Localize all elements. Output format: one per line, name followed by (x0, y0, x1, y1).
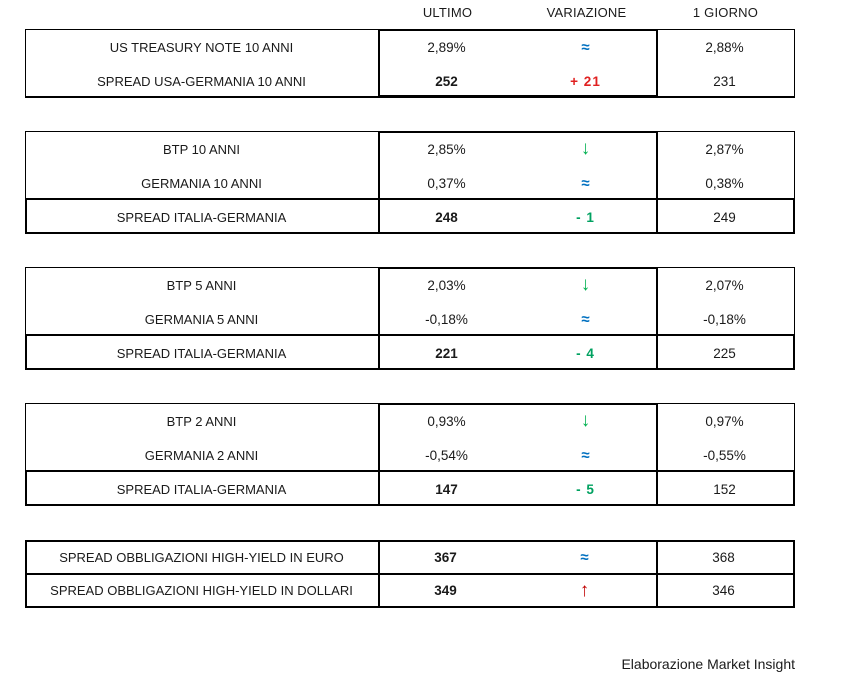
table-row (26, 438, 794, 472)
row-label: GERMANIA 5 ANNI (144, 311, 259, 327)
row-label: SPREAD USA-GERMANIA 10 ANNI (97, 73, 306, 89)
giorno-value: 368 (712, 550, 735, 565)
row-label: GERMANIA 2 ANNI (144, 447, 259, 463)
table-row (27, 573, 793, 606)
table-row-spread (26, 336, 794, 370)
giorno-value: -0,55% (703, 447, 746, 463)
variazione-indicator: ↓ (580, 138, 591, 159)
ultimo-value: -0,18% (425, 311, 468, 327)
table-row (26, 30, 794, 64)
giorno-value: 152 (713, 481, 736, 497)
giorno-value: 2,07% (705, 277, 744, 293)
ultimo-value: 221 (435, 345, 458, 361)
row-label: SPREAD ITALIA-GERMANIA (116, 345, 287, 361)
column-header-variazione: VARIAZIONE (546, 5, 627, 20)
table-row (26, 302, 794, 336)
row-label: SPREAD ITALIA-GERMANIA (116, 209, 287, 225)
ultimo-value: 349 (434, 583, 457, 598)
table-block-5-anni (25, 267, 795, 370)
table-row (26, 132, 794, 166)
variazione-indicator: ↑ (579, 579, 590, 601)
ultimo-value: 2,85% (427, 141, 466, 157)
giorno-value: 231 (713, 73, 736, 89)
ultimo-value: 0,93% (427, 413, 466, 429)
variazione-indicator: ↓ (580, 410, 591, 431)
row-label: BTP 10 ANNI (162, 141, 241, 157)
row-label: SPREAD OBBLIGAZIONI HIGH-YIELD IN DOLLARI (50, 583, 353, 598)
footer-credit: Elaborazione Market Insight (621, 656, 795, 672)
giorno-value: -0,18% (703, 311, 746, 327)
table-row (26, 268, 794, 302)
row-label: GERMANIA 10 ANNI (141, 175, 262, 191)
table-row (26, 166, 794, 200)
giorno-value: 2,87% (705, 141, 744, 157)
variazione-indicator: ≈ (581, 38, 590, 56)
table-block-us-treasury (25, 29, 795, 98)
table-row-spread (26, 200, 794, 234)
ultimo-value: 147 (435, 481, 458, 497)
row-label: BTP 2 ANNI (166, 413, 237, 429)
ultimo-value: 2,03% (427, 277, 466, 293)
table-block-high-yield (25, 540, 795, 608)
variazione-indicator: + 21 (570, 73, 601, 89)
ultimo-value: 0,37% (427, 175, 466, 191)
column-header-1-giorno: 1 GIORNO (692, 5, 759, 20)
row-label: SPREAD OBBLIGAZIONI HIGH-YIELD IN EURO (59, 550, 344, 565)
ultimo-value: 252 (435, 73, 458, 89)
table-row-spread (26, 472, 794, 506)
giorno-value: 0,97% (705, 413, 744, 429)
table-row (27, 542, 793, 573)
table-row (26, 64, 794, 98)
variazione-indicator: - 1 (576, 209, 595, 225)
table-block-10-anni (25, 131, 795, 234)
variazione-indicator: ↓ (580, 274, 591, 295)
ultimo-value: 2,89% (427, 39, 466, 55)
column-header-ultimo: ULTIMO (422, 5, 473, 20)
giorno-value: 346 (712, 583, 735, 598)
variazione-indicator: ≈ (581, 446, 590, 464)
variazione-indicator: ≈ (580, 549, 589, 566)
row-label: BTP 5 ANNI (166, 277, 237, 293)
ultimo-value: 248 (435, 209, 458, 225)
giorno-value: 249 (713, 209, 736, 225)
giorno-value: 225 (713, 345, 736, 361)
giorno-value: 0,38% (705, 175, 744, 191)
table-row (26, 404, 794, 438)
variazione-indicator: - 4 (576, 345, 595, 361)
variazione-indicator: ≈ (581, 310, 590, 328)
row-label: US TREASURY NOTE 10 ANNI (109, 39, 294, 55)
table-block-2-anni (25, 403, 795, 506)
variazione-indicator: - 5 (576, 481, 595, 497)
giorno-value: 2,88% (705, 39, 744, 55)
ultimo-value: 367 (434, 550, 457, 565)
ultimo-value: -0,54% (425, 447, 468, 463)
variazione-indicator: ≈ (581, 174, 590, 192)
row-label: SPREAD ITALIA-GERMANIA (116, 481, 287, 497)
